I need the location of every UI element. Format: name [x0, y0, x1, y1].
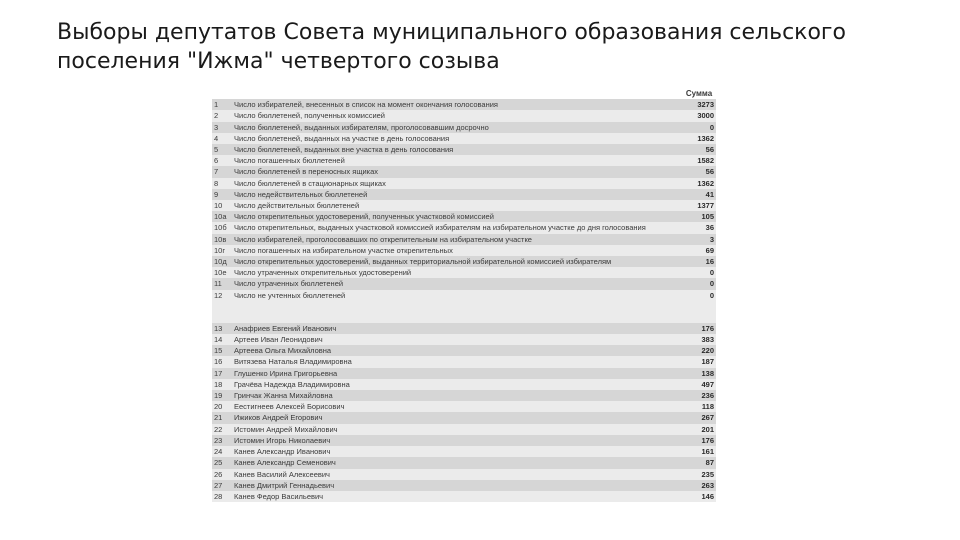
row-sum: 187: [682, 356, 716, 367]
row-label: Ижиков Андрей Егорович: [233, 412, 682, 423]
table-row: [212, 356, 716, 367]
table-row: [212, 435, 716, 446]
row-number: 1: [212, 99, 233, 110]
row-label: Канев Дмитрий Геннадьевич: [233, 480, 682, 491]
row-label: Число недействительных бюллетеней: [233, 189, 682, 200]
row-sum: 1362: [682, 178, 716, 189]
row-label: Число бюллетеней, выданных на участке в день голосования: [233, 133, 682, 144]
row-label: Число бюллетеней в переносных ящиках: [233, 166, 682, 177]
table-row: [212, 446, 716, 457]
row-number: 16: [212, 356, 233, 367]
row-number: 10е: [212, 267, 233, 278]
row-label: Артеева Ольга Михайловна: [233, 345, 682, 356]
row-sum: 87: [682, 457, 716, 468]
table-body: [212, 99, 716, 502]
row-number: 27: [212, 480, 233, 491]
table-row: [212, 278, 716, 289]
row-sum: 383: [682, 334, 716, 345]
table-row: [212, 457, 716, 468]
table-header-row: [212, 88, 716, 99]
row-label: Гринчак Жанна Михайловна: [233, 390, 682, 401]
row-label: Число избирателей, внесенных в список на момент окончания голосования: [233, 99, 682, 110]
row-number: 26: [212, 469, 233, 480]
header-sum: Сумма: [682, 88, 716, 99]
row-label: Витязева Наталья Владимировна: [233, 356, 682, 367]
row-sum: 41: [682, 189, 716, 200]
row-label: Артеев Иван Леонидович: [233, 334, 682, 345]
row-sum: 3: [682, 234, 716, 245]
row-number: 10д: [212, 256, 233, 267]
table-row: [212, 323, 716, 334]
table-row: [212, 412, 716, 423]
row-sum: 263: [682, 480, 716, 491]
row-number: 25: [212, 457, 233, 468]
row-sum: 220: [682, 345, 716, 356]
row-sum: 0: [682, 278, 716, 289]
row-label: Число открепительных удостоверений, выданных территориальной избирательной комиссией избирателям: [233, 256, 682, 267]
row-number: 6: [212, 155, 233, 166]
row-number: 10г: [212, 245, 233, 256]
table-row: [212, 345, 716, 356]
table-row: [212, 469, 716, 480]
row-label: Число погашенных на избирательном участке открепительных: [233, 245, 682, 256]
row-number: 4: [212, 133, 233, 144]
row-sum: 146: [682, 491, 716, 502]
row-number: 23: [212, 435, 233, 446]
row-label: Еестигнеев Алексей Борисович: [233, 401, 682, 412]
row-label: Число открепительных, выданных участковой комиссией избирателям на избирательном участке до дня голосования: [233, 222, 682, 233]
row-label: Число бюллетеней, полученных комиссией: [233, 110, 682, 121]
row-label: Канев Василий Алексеевич: [233, 469, 682, 480]
row-number: 17: [212, 368, 233, 379]
row-sum: 161: [682, 446, 716, 457]
row-number: 10б: [212, 222, 233, 233]
row-number: 19: [212, 390, 233, 401]
table-row: [212, 122, 716, 133]
row-sum: 1582: [682, 155, 716, 166]
table-row: [212, 155, 716, 166]
table-row: [212, 200, 716, 211]
row-label: Число бюллетеней, выданных вне участка в день голосования: [233, 144, 682, 155]
section-separator-row: [212, 301, 716, 323]
results-table-container: [212, 88, 716, 528]
row-label: Число действительных бюллетеней: [233, 200, 682, 211]
row-label: Число утраченных бюллетеней: [233, 278, 682, 289]
row-sum: 176: [682, 323, 716, 334]
row-number: 9: [212, 189, 233, 200]
row-label: Грачёва Надежда Владимировна: [233, 379, 682, 390]
table-row: [212, 245, 716, 256]
row-number: 12: [212, 290, 233, 301]
row-sum: 16: [682, 256, 716, 267]
row-label: Число открепительных удостоверений, полученных участковой комиссией: [233, 211, 682, 222]
row-sum: 1362: [682, 133, 716, 144]
separator-cell: [233, 301, 682, 323]
row-number: 20: [212, 401, 233, 412]
table-row: [212, 178, 716, 189]
row-label: Канев Александр Иванович: [233, 446, 682, 457]
row-label: Истомин Андрей Михайлович: [233, 424, 682, 435]
row-sum: 0: [682, 290, 716, 301]
row-number: 10: [212, 200, 233, 211]
table-row: [212, 379, 716, 390]
row-sum: 118: [682, 401, 716, 412]
row-sum: 0: [682, 122, 716, 133]
table-row: [212, 144, 716, 155]
row-sum: 267: [682, 412, 716, 423]
row-number: 24: [212, 446, 233, 457]
table-row: [212, 256, 716, 267]
row-label: Истомин Игорь Николаевич: [233, 435, 682, 446]
separator-cell: [682, 301, 716, 323]
row-number: 5: [212, 144, 233, 155]
table-row: [212, 290, 716, 301]
row-label: Число бюллетеней, выданных избирателям, проголосовавшим досрочно: [233, 122, 682, 133]
row-label: Число погашенных бюллетеней: [233, 155, 682, 166]
row-number: 10в: [212, 234, 233, 245]
table-row: [212, 99, 716, 110]
table-row: [212, 424, 716, 435]
row-sum: 56: [682, 166, 716, 177]
header-num: [212, 88, 233, 99]
row-number: 18: [212, 379, 233, 390]
table-row: [212, 189, 716, 200]
row-sum: 36: [682, 222, 716, 233]
row-label: Число утраченных открепительных удостоверений: [233, 267, 682, 278]
row-number: 3: [212, 122, 233, 133]
table-row: [212, 491, 716, 502]
row-sum: 0: [682, 267, 716, 278]
row-number: 14: [212, 334, 233, 345]
row-number: 11: [212, 278, 233, 289]
table-row: [212, 334, 716, 345]
table-row: [212, 401, 716, 412]
row-number: 8: [212, 178, 233, 189]
row-label: Канев Федор Васильевич: [233, 491, 682, 502]
row-sum: 235: [682, 469, 716, 480]
row-number: 7: [212, 166, 233, 177]
table-row: [212, 222, 716, 233]
row-sum: 105: [682, 211, 716, 222]
row-label: Число бюллетеней в стационарных ящиках: [233, 178, 682, 189]
row-sum: 3273: [682, 99, 716, 110]
row-sum: 201: [682, 424, 716, 435]
row-number: 15: [212, 345, 233, 356]
table-row: [212, 480, 716, 491]
table-row: [212, 211, 716, 222]
table-row: [212, 234, 716, 245]
row-label: Канев Александр Семенович: [233, 457, 682, 468]
row-sum: 3000: [682, 110, 716, 121]
table-row: [212, 390, 716, 401]
separator-cell: [212, 301, 233, 323]
header-name: [233, 88, 682, 99]
row-sum: 138: [682, 368, 716, 379]
table-row: [212, 368, 716, 379]
row-number: 2: [212, 110, 233, 121]
row-sum: 176: [682, 435, 716, 446]
table-row: [212, 267, 716, 278]
row-sum: 1377: [682, 200, 716, 211]
table-row: [212, 110, 716, 121]
results-table: [212, 88, 716, 502]
row-label: Число избирателей, проголосовавших по открепительным на избирательном участке: [233, 234, 682, 245]
row-number: 21: [212, 412, 233, 423]
row-label: Глушенко Ирина Григорьевна: [233, 368, 682, 379]
table-row: [212, 133, 716, 144]
row-number: 10а: [212, 211, 233, 222]
row-label: Число не учтенных бюллетеней: [233, 290, 682, 301]
row-sum: 497: [682, 379, 716, 390]
row-sum: 56: [682, 144, 716, 155]
row-number: 13: [212, 323, 233, 334]
table-row: [212, 166, 716, 177]
row-sum: 236: [682, 390, 716, 401]
row-number: 22: [212, 424, 233, 435]
row-label: Анафриев Евгений Иванович: [233, 323, 682, 334]
page-title: Выборы депутатов Совета муниципального образования сельского поселения "Ижма" четвертого созыва: [57, 20, 846, 74]
row-sum: 69: [682, 245, 716, 256]
row-number: 28: [212, 491, 233, 502]
